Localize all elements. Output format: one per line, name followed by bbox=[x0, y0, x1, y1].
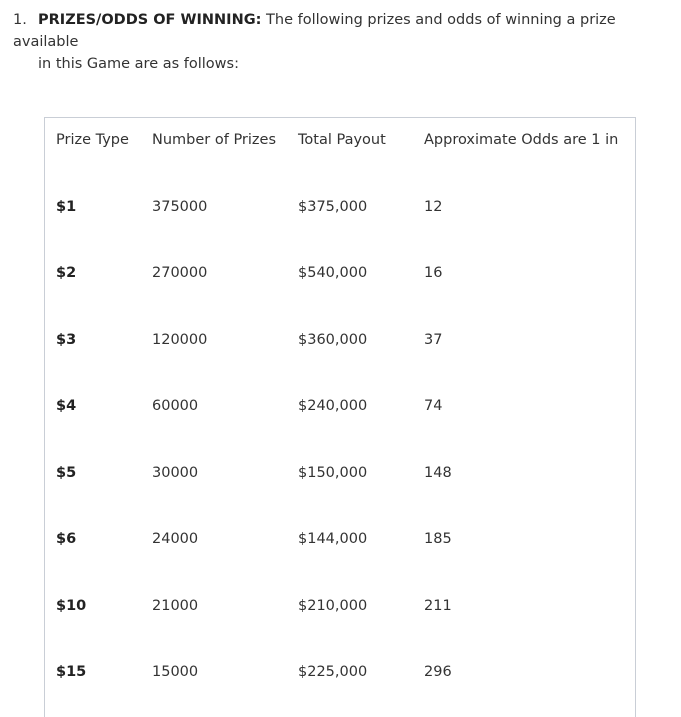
total-payout-cell: $540,000 bbox=[298, 265, 368, 281]
table-row bbox=[45, 461, 635, 485]
total-payout-cell: $210,000 bbox=[298, 598, 368, 614]
prize-type-cell: $2 bbox=[56, 265, 77, 281]
intro-text-line1: The following prizes and odds of winning a prize available bbox=[13, 12, 616, 50]
number-of-prizes-cell: 30000 bbox=[152, 465, 199, 481]
prize-type-cell: $3 bbox=[56, 332, 77, 348]
table-row bbox=[45, 394, 635, 418]
total-payout-cell: $375,000 bbox=[298, 199, 368, 215]
table-row bbox=[45, 527, 635, 551]
table-row bbox=[45, 328, 635, 352]
number-of-prizes-cell: 21000 bbox=[152, 598, 199, 614]
odds-cell: 16 bbox=[424, 265, 443, 281]
intro-text-line2: in this Game are as follows: bbox=[38, 56, 239, 72]
table-row bbox=[45, 594, 635, 618]
header-total-payout: Total Payout bbox=[298, 132, 386, 148]
prize-type-cell: $10 bbox=[56, 598, 87, 614]
number-of-prizes-cell: 60000 bbox=[152, 398, 199, 414]
number-of-prizes-cell: 120000 bbox=[152, 332, 208, 348]
table-row bbox=[45, 261, 635, 285]
prize-type-cell: $15 bbox=[56, 664, 87, 680]
total-payout-cell: $225,000 bbox=[298, 664, 368, 680]
total-payout-cell: $150,000 bbox=[298, 465, 368, 481]
number-of-prizes-cell: 24000 bbox=[152, 531, 199, 547]
number-of-prizes-cell: 15000 bbox=[152, 664, 199, 680]
total-payout-cell: $240,000 bbox=[298, 398, 368, 414]
prize-odds-table bbox=[44, 117, 636, 717]
odds-cell: 12 bbox=[424, 199, 443, 215]
header-approximate-odds: Approximate Odds are 1 in bbox=[424, 132, 619, 148]
prize-type-cell: $6 bbox=[56, 531, 77, 547]
prizes-intro-paragraph bbox=[13, 9, 673, 75]
prize-type-cell: $4 bbox=[56, 398, 77, 414]
odds-cell: 185 bbox=[424, 531, 452, 547]
prize-type-cell: $5 bbox=[56, 465, 77, 481]
odds-cell: 211 bbox=[424, 598, 452, 614]
table-header-row bbox=[45, 128, 635, 152]
header-number-of-prizes: Number of Prizes bbox=[152, 132, 277, 148]
number-of-prizes-cell: 270000 bbox=[152, 265, 208, 281]
table-row bbox=[45, 660, 635, 684]
total-payout-cell: $144,000 bbox=[298, 531, 368, 547]
header-prize-type: Prize Type bbox=[56, 132, 129, 148]
section-heading: PRIZES/ODDS OF WINNING: bbox=[38, 12, 262, 28]
odds-cell: 296 bbox=[424, 664, 452, 680]
total-payout-cell: $360,000 bbox=[298, 332, 368, 348]
odds-cell: 148 bbox=[424, 465, 452, 481]
table-row bbox=[45, 195, 635, 219]
number-of-prizes-cell: 375000 bbox=[152, 199, 208, 215]
odds-cell: 74 bbox=[424, 398, 443, 414]
list-number: 1. bbox=[13, 12, 27, 28]
prize-type-cell: $1 bbox=[56, 199, 77, 215]
odds-cell: 37 bbox=[424, 332, 443, 348]
